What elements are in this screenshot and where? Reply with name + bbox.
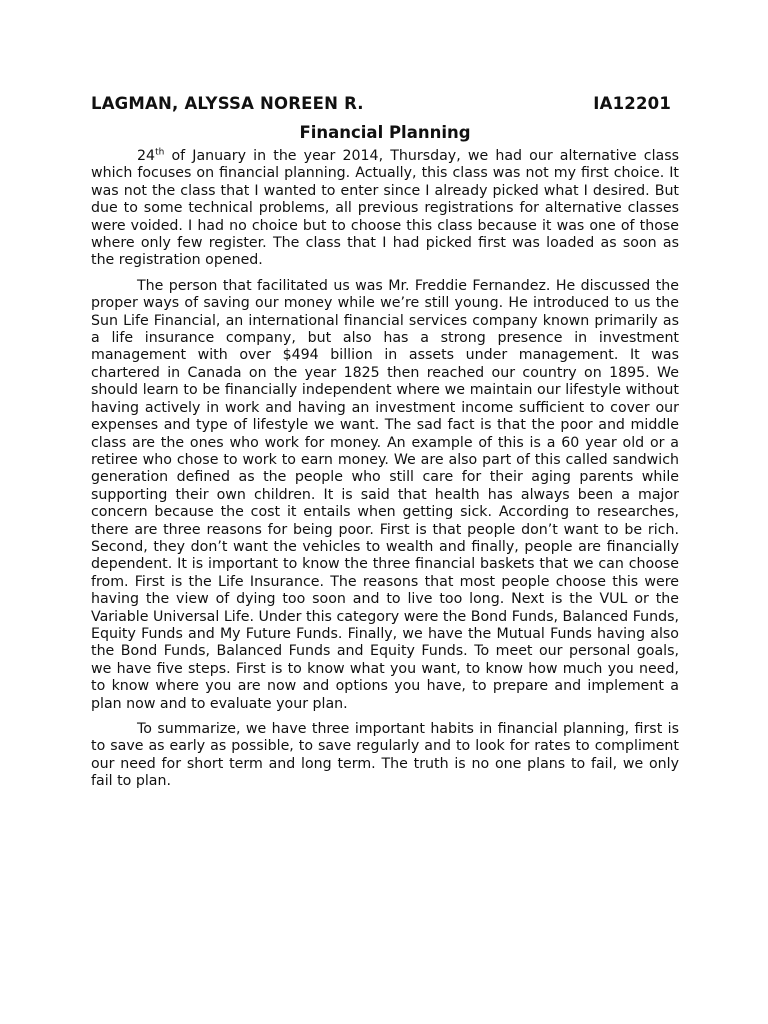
- date-suffix: th: [155, 147, 165, 158]
- document-page: [91, 94, 679, 799]
- document-title: Financial Planning: [299, 123, 471, 142]
- date-day: 24: [137, 148, 156, 164]
- paragraph-1-text: of January in the year 2014, Thursday, we had our alternative class which focuses on financial planning. Actually, this class was not my first choice. It was not the class that I wanted to enter since I already picked what I desired. But due to some technical problems, all previous registrations for alternative classes were voided. I had no choice but to choose this class because it was one of those where only few register. The class that I had picked first was loaded as soon as the registration opened.: [91, 148, 679, 269]
- paragraph-1: [91, 148, 679, 270]
- paragraph-3: To summarize, we have three important habits in financial planning, first is to save as early as possible, to save regularly and to look for rates to compliment our need for short term and long term. The truth is no one plans to fail, we only fail to plan.: [91, 721, 679, 790]
- section-code: IA12201: [593, 94, 671, 113]
- document-header: [91, 94, 679, 113]
- paragraph-2: The person that facilitated us was Mr. Freddie Fernandez. He discussed the proper ways of saving our money while we’re still young. He introduced to us the Sun Life Financial, an international financial services company known primarily as a life insurance company, but also has a strong presence in investment management with over $494 billion in assets under management. It was chartered in Canada on the year 1825 then reached our country on 1895. We should learn to be financially independent where we maintain our lifestyle without having actively in work and having an investment income sufficient to cover our expenses and type of lifestyle we want. The sad fact is that the poor and middle class are the ones who work for money. An example of this is a 60 year old or a retiree who chose to work to earn money. We are also part of this called sandwich generation defined as the people who still care for their aging parents while supporting their own children. It is said that health has always been a major concern because the cost it entails when getting sick. According to researches, there are three reasons for being poor. First is that people don’t want to be rich. Second, they don’t want the vehicles to wealth and finally, people are financially dependent. It is important to know the three financial baskets that we can choose from. First is the Life Insurance. The reasons that most people choose this were having the view of dying too soon and to live too long. Next is the VUL or the Variable Universal Life. Under this category were the Bond Funds, Balanced Funds, Equity Funds and My Future Funds. Finally, we have the Mutual Funds having also the Bond Funds, Balanced Funds and Equity Funds. To meet our personal goals, we have five steps. First is to know what you want, to know how much you need, to know where you are now and options you have, to prepare and implement a plan now and to evaluate your plan.: [91, 277, 679, 712]
- author-name: LAGMAN, ALYSSA NOREEN R.: [91, 94, 364, 113]
